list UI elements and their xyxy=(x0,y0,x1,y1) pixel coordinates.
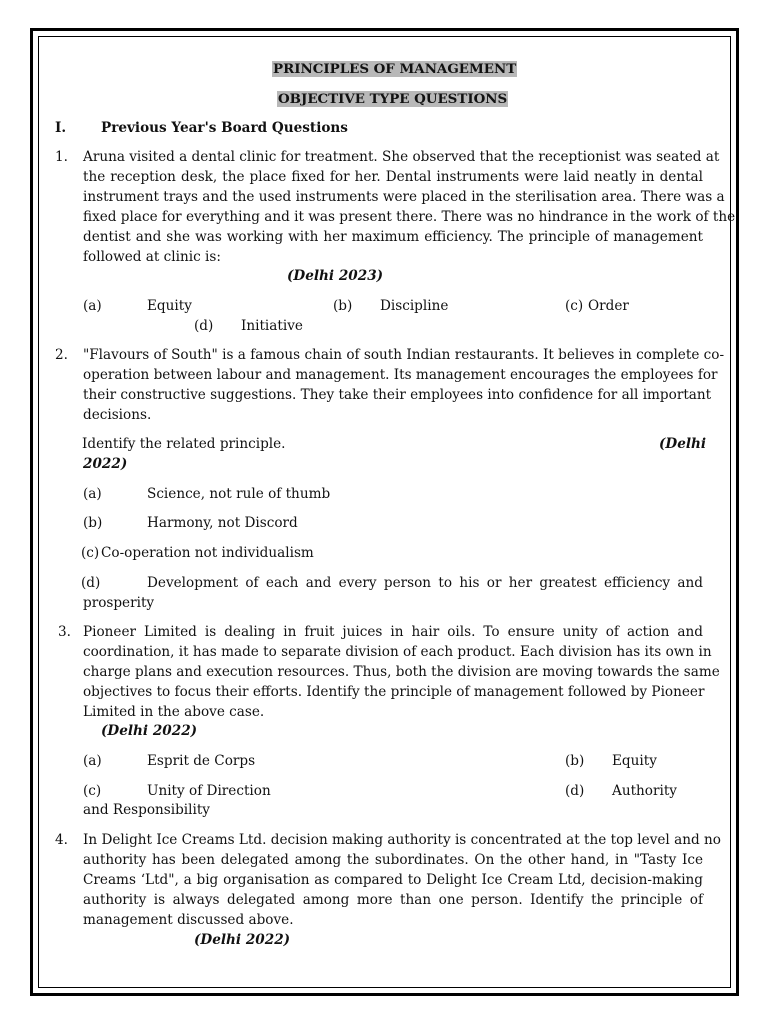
option-label: (c) xyxy=(565,298,584,314)
question-text-line: fixed place for everything and it was present there. There was no hindrance in the work of the xyxy=(83,209,736,225)
option-label: (b) xyxy=(565,753,585,769)
question-text-line: the reception desk, the place fixed for her. Dental instruments were laid neatly in dental xyxy=(83,169,703,185)
question-text-line: management discussed above. xyxy=(83,912,294,928)
question-text-line: their constructive suggestions. They take their employees into confidence for all important xyxy=(83,387,712,403)
question-text-line: Limited in the above case. xyxy=(83,704,265,720)
question-number: 3. xyxy=(58,624,71,640)
page-title: PRINCIPLES OF MANAGEMENT xyxy=(273,61,517,77)
option-text: Authority xyxy=(612,783,677,799)
option-text-cont: prosperity xyxy=(83,595,155,611)
page-subtitle: OBJECTIVE TYPE QUESTIONS xyxy=(278,91,508,107)
exam-source: (Delhi 2022) xyxy=(194,932,291,948)
option-label: (c) xyxy=(83,783,102,799)
option-label: (d) xyxy=(81,575,101,591)
question-number: 1. xyxy=(55,149,68,165)
option-text: Initiative xyxy=(241,318,303,334)
question-text-line: authority has been delegated among the subordinates. On the other hand, in "Tasty Ice xyxy=(83,852,703,868)
option-text: Esprit de Corps xyxy=(147,753,256,769)
exam-source: (Delhi 2022) xyxy=(101,723,198,739)
option-label: (a) xyxy=(83,486,102,502)
option-text: Harmony, not Discord xyxy=(147,515,298,531)
exam-source: (Delhi 2023) xyxy=(287,268,384,284)
question-text-line: coordination, it has made to separate division of each product. Each division has its own in xyxy=(83,644,712,660)
question-text-line: instrument trays and the used instruments were placed in the sterilisation area. There was a xyxy=(83,189,725,205)
option-text: Development of each and every person to his or her greatest efficiency and xyxy=(147,575,703,591)
option-label: (b) xyxy=(83,515,103,531)
question-text-line: In Delight Ice Creams Ltd. decision making authority is concentrated at the top level and no xyxy=(83,832,721,848)
question-text-line: decisions. xyxy=(83,407,152,423)
option-text: Order xyxy=(588,298,629,314)
option-label: (d) xyxy=(194,318,214,334)
question-prompt: Identify the related principle. xyxy=(82,436,286,452)
question-number: 4. xyxy=(55,832,68,848)
question-text-line: dentist and she was working with her maximum efficiency. The principle of management xyxy=(83,229,703,245)
question-text-line: authority is always delegated among more than one person. Identify the principle of xyxy=(83,892,703,908)
option-text-cont: and Responsibility xyxy=(83,802,210,818)
question-text-line: charge plans and execution resources. Thus, both the division are moving towards the same xyxy=(83,664,720,680)
question-text-line: followed at clinic is: xyxy=(83,249,221,265)
question-text-line: "Flavours of South" is a famous chain of south Indian restaurants. It believes in complete co- xyxy=(83,347,725,363)
option-text: Co-operation not individualism xyxy=(101,545,314,561)
option-label: (b) xyxy=(333,298,353,314)
exam-source: (Delhi xyxy=(659,436,707,452)
option-text: Discipline xyxy=(380,298,449,314)
option-text: Equity xyxy=(147,298,192,314)
option-label: (a) xyxy=(83,753,102,769)
question-text-line: Creams ‘Ltd", a big organisation as compared to Delight Ice Cream Ltd, decision-making xyxy=(83,872,703,888)
question-text-line: Aruna visited a dental clinic for treatment. She observed that the receptionist was seated at xyxy=(83,149,720,165)
question-text-line: Pioneer Limited is dealing in fruit juices in hair oils. To ensure unity of action and xyxy=(83,624,703,640)
option-label: (a) xyxy=(83,298,102,314)
exam-source-cont: 2022) xyxy=(83,456,128,472)
question-text-line: operation between labour and management. Its management encourages the employees for xyxy=(83,367,718,383)
section-title: Previous Year's Board Questions xyxy=(101,120,348,136)
option-text: Unity of Direction xyxy=(147,783,271,799)
question-text-line: objectives to focus their efforts. Identify the principle of management followed by Pioneer xyxy=(83,684,705,700)
question-number: 2. xyxy=(55,347,68,363)
option-text: Science, not rule of thumb xyxy=(147,486,331,502)
option-label: (c) xyxy=(81,545,100,561)
option-text: Equity xyxy=(612,753,657,769)
section-number: I. xyxy=(55,120,67,136)
option-label: (d) xyxy=(565,783,585,799)
